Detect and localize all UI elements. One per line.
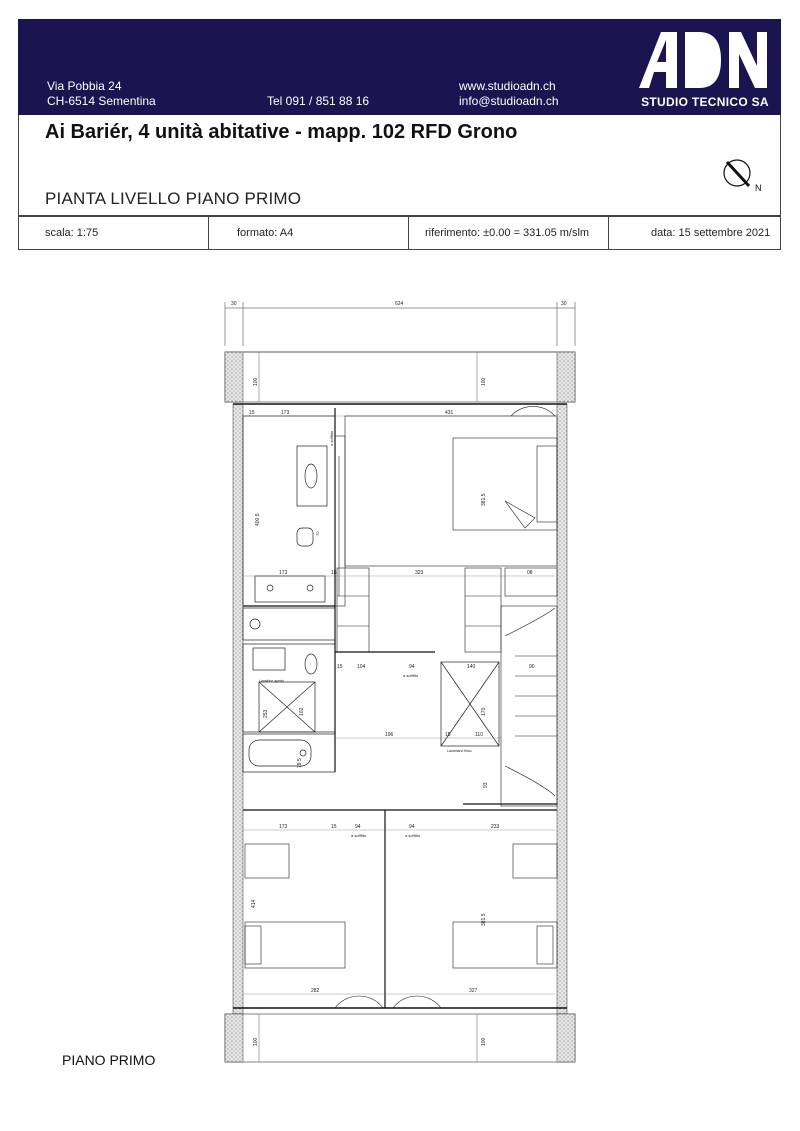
dim-text: 253: [263, 709, 269, 718]
dim-text: 173: [281, 410, 290, 416]
adn-logo: [637, 30, 769, 90]
dim-text: 70: [315, 531, 320, 536]
wc-small: [243, 608, 335, 640]
dim-text: 414: [251, 899, 257, 908]
dim-text: 233: [491, 824, 500, 830]
dim-text: 323: [415, 570, 424, 576]
reference-cell: riferimento: ±0.00 = 331.05 m/slm: [409, 217, 609, 249]
dim-text: 15: [445, 732, 451, 738]
dim-text: 102: [299, 707, 305, 716]
corridor-cabinets: [337, 568, 557, 652]
dim-text: 93: [483, 782, 489, 788]
date-cell: data: 15 settembre 2021: [651, 227, 771, 239]
balcony-wall-left: [225, 352, 243, 402]
dim-text: 100: [253, 377, 259, 386]
dim-text: 79.5: [297, 758, 303, 768]
header-band: [18, 19, 781, 115]
phone-number: Tel 091 / 851 88 16: [267, 94, 370, 108]
address-line-2: CH-6514 Sementina: [47, 94, 156, 108]
logo-caption: STUDIO TECNICO SA: [641, 95, 769, 109]
ceiling-note: a soffitto: [403, 673, 419, 678]
bathroom-top: [243, 416, 335, 606]
address-line-1: Via Pobbia 24: [47, 79, 122, 93]
bedroom-right: [393, 844, 557, 1008]
shower-area: [243, 644, 335, 732]
floor-label: PIANO PRIMO: [62, 1052, 156, 1068]
scale-cell: scala: 1:75: [19, 217, 209, 249]
dim-text: 30: [231, 301, 237, 307]
website-link[interactable]: www.studioadn.ch: [459, 79, 556, 93]
dim-text: 94: [409, 824, 415, 830]
ceiling-note: a soffitto: [405, 833, 421, 838]
bottom-balcony: [225, 1014, 575, 1062]
staircase: [501, 606, 557, 806]
dim-text: 381.5: [481, 913, 487, 926]
project-title: Ai Bariér, 4 unità abitative - mapp. 102 RFD Grono: [45, 121, 518, 143]
dim-text: 110: [475, 732, 483, 738]
email-link[interactable]: info@studioadn.ch: [459, 94, 559, 108]
info-row: [18, 216, 781, 250]
dim-text: 196: [385, 732, 394, 738]
dim-text: 15: [331, 570, 337, 576]
ceiling-note: a soffitto: [329, 430, 334, 446]
dim-text: 30: [561, 301, 567, 307]
dim-text: 624: [395, 301, 404, 307]
dim-text: 173: [279, 824, 288, 830]
dim-text: 104: [357, 664, 366, 670]
exterior-wall-right: [557, 404, 567, 1014]
balcony-wall-right: [557, 352, 575, 402]
north-arrow-icon: [719, 155, 771, 195]
dim-text: 140: [467, 664, 476, 670]
top-balcony: [225, 352, 575, 402]
dim-text: 100: [481, 377, 487, 386]
format-cell: formato: A4: [209, 217, 409, 249]
dim-text: 173: [279, 570, 288, 576]
dim-text: 327: [469, 988, 478, 994]
ceiling-note: a soffitto: [351, 833, 367, 838]
stair-note: Lavamano fisso: [447, 749, 472, 753]
wardrobe: [335, 436, 345, 606]
bedroom-left: [245, 844, 383, 1008]
dim-text: 431: [445, 410, 454, 416]
dim-text: 381.5: [481, 493, 487, 506]
north-label: N: [755, 183, 762, 193]
plan-title: PIANTA LIVELLO PIANO PRIMO: [45, 189, 302, 208]
dim-text: 100: [253, 1037, 259, 1046]
shower-note: Lavatrice aperto: [259, 679, 285, 683]
dim-text: 15: [331, 824, 337, 830]
bedroom-master: [345, 406, 557, 566]
dim-text: 282: [311, 988, 320, 994]
dim-text: 15: [249, 410, 255, 416]
balcony-wall-left: [225, 1014, 243, 1062]
exterior-wall-left: [233, 404, 243, 1014]
dim-text: 94: [355, 824, 361, 830]
dim-text: 400.5: [255, 513, 261, 526]
dim-text: 08: [527, 570, 533, 576]
top-dimension-line: [225, 302, 575, 346]
bathtub: [243, 734, 335, 772]
floor-plan: [215, 296, 595, 1066]
dim-text: 94: [409, 664, 415, 670]
dim-text: 90: [529, 664, 535, 670]
dim-text: 15: [337, 664, 343, 670]
interior-walls: [243, 408, 557, 1008]
dim-text: 170: [481, 707, 487, 716]
dim-text: 100: [481, 1037, 487, 1046]
balcony-wall-right: [557, 1014, 575, 1062]
title-box: [18, 115, 781, 216]
